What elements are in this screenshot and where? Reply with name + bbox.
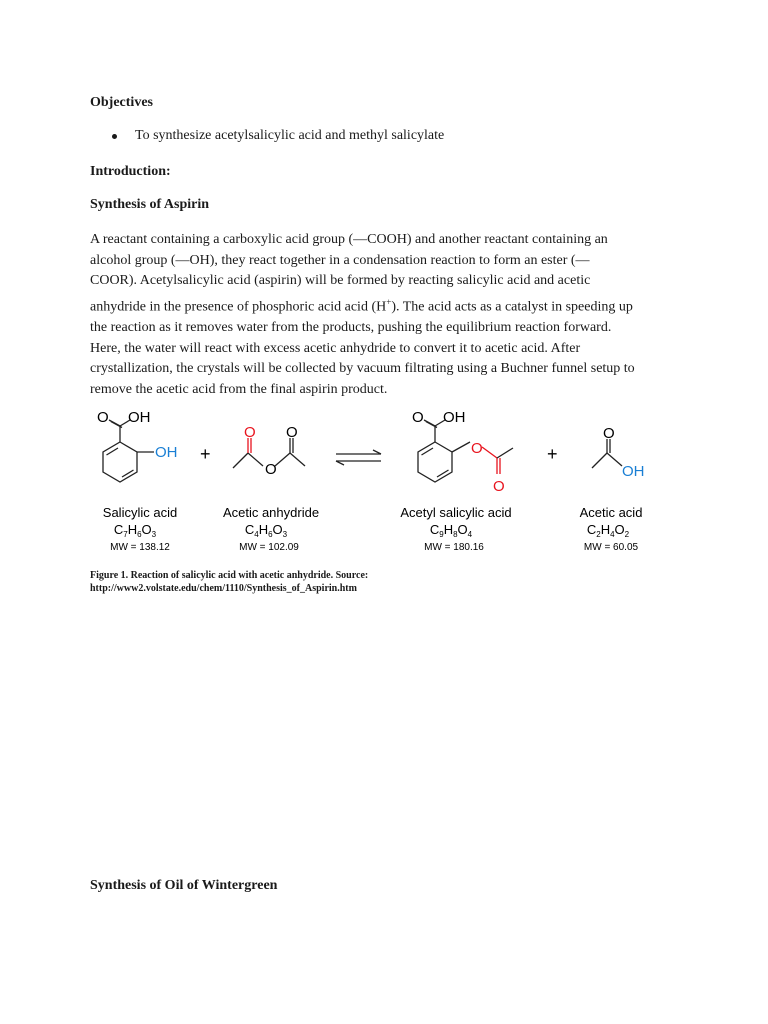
atom-label-blue: OH [155, 444, 178, 461]
compound-formula: $C_2H_4O_2$ [586, 522, 630, 539]
caption-line: Figure 1. Reaction of salicylic acid with acetic anhydride. Source: [90, 570, 369, 581]
salicylic-acid-structure [103, 420, 154, 482]
bullet-icon [112, 134, 117, 139]
introduction-heading: Introduction: [90, 164, 171, 179]
caption-source-url: http://www2.volstate.edu/chem/1110/Synthesis_of_Aspirin.htm [90, 583, 357, 594]
compound-formula: $C_9H_8O_4$ [429, 522, 473, 539]
compound-name: Acetic anhydride [222, 505, 320, 520]
superscript-plus: + [386, 296, 392, 307]
acetylsalicylic-acid-structure [418, 420, 513, 482]
paragraph-line: Here, the water will react with excess acetic anhydride to convert it to acetic acid. After [90, 340, 581, 356]
compound-mw: MW = 180.16 [424, 542, 484, 553]
paragraph-line-with-superscript [90, 292, 670, 318]
paragraph-line: A reactant containing a carboxylic acid group (—COOH) and another reactant containing an [90, 232, 608, 247]
reaction-scheme [90, 398, 670, 558]
atom-label: O [286, 424, 298, 441]
acetic-acid-structure [592, 439, 622, 468]
compound-formula: $C_4H_6O_3$ [244, 522, 288, 539]
atom-label: O [412, 409, 424, 426]
paragraph-line-part: ). The acid acts as a catalyst in speeding up [391, 299, 633, 315]
acetic-anhydride-label [223, 505, 319, 553]
paragraph-line: crystallization, the crystals will be collected by vacuum filtrating using a Buchner funnel setup to [90, 361, 635, 377]
paragraph-line-part: anhydride in the presence of phosphoric acid acid (H [90, 299, 387, 315]
objectives-heading: Objectives [90, 95, 153, 110]
paragraph-line: alcohol group (—OH), they react together in a condensation reaction to form an ester (— [90, 252, 590, 268]
compound-mw: MW = 138.12 [110, 542, 170, 553]
atom-label: O [97, 409, 109, 426]
figure-caption [90, 569, 368, 595]
atom-label-blue: OH [622, 463, 645, 480]
plus-sign: + [547, 444, 558, 464]
paragraph-line: the reaction as it removes water from the products, pushing the equilibrium reaction forward. [90, 320, 612, 336]
atom-label-red: O [493, 478, 505, 495]
aspirin-section-heading: Synthesis of Aspirin [90, 197, 210, 212]
atom-label: OH [443, 409, 466, 426]
compound-mw: MW = 60.05 [583, 542, 639, 553]
compound-name: Acetyl salicylic acid [400, 505, 512, 520]
equilibrium-arrows [336, 450, 381, 465]
paragraph-line: COOR). Acetylsalicylic acid (aspirin) will be formed by reacting salicylic acid and acetic [90, 273, 591, 289]
atom-label: O [265, 461, 277, 478]
acetic-acid-label [580, 505, 643, 553]
compound-mw: MW = 102.09 [239, 542, 299, 553]
objective-text: To synthesize acetylsalicylic acid and methyl salicylate [135, 128, 445, 143]
wintergreen-section-heading: Synthesis of Oil of Wintergreen [90, 878, 278, 893]
compound-name: Salicylic acid [102, 505, 178, 520]
atom-label-red: O [244, 424, 256, 441]
atom-label: OH [128, 409, 151, 426]
atom-label-red: O [471, 440, 483, 457]
paragraph-line: remove the acetic acid from the final aspirin product. [90, 381, 388, 397]
acetylsalicylic-acid-label [400, 505, 511, 553]
salicylic-acid-label [103, 505, 177, 553]
atom-label: O [603, 425, 615, 442]
plus-sign: + [200, 444, 211, 464]
compound-name: Acetic acid [579, 505, 643, 520]
compound-formula: $C_7H_6O_3$ [113, 522, 157, 539]
aspirin-paragraph [90, 230, 670, 400]
